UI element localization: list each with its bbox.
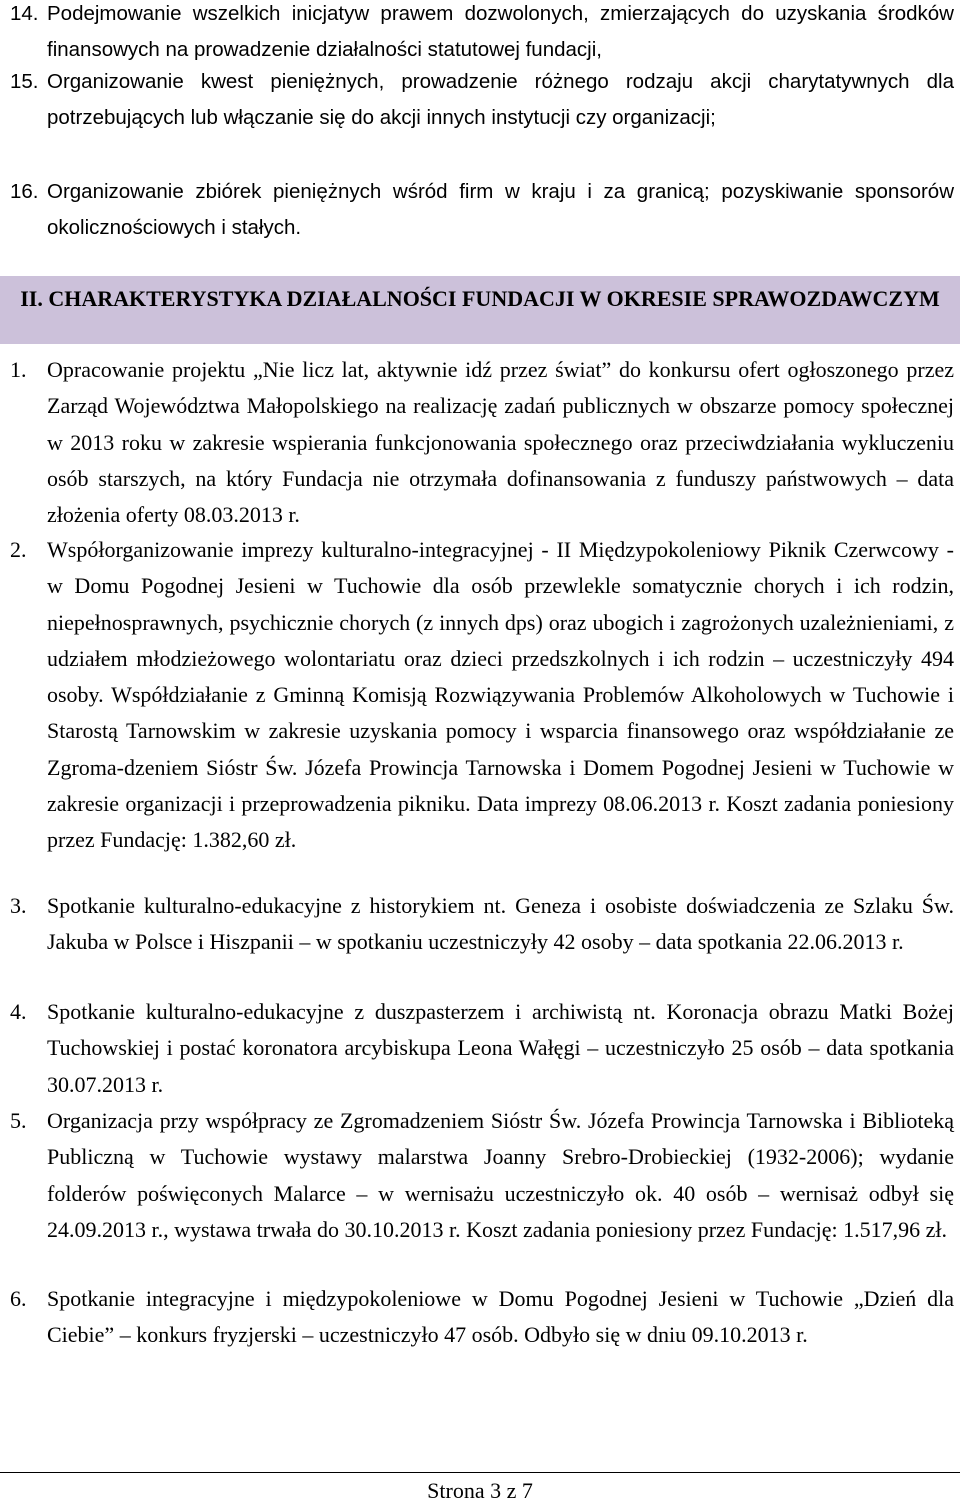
activity-item-1 — [10, 352, 954, 533]
list-text: Spotkanie integracyjne i międzypokoleniowe w Domu Pogodnej Jesieni w Tuchowie „Dzień dla Ciebie” – konkurs fryzjerski – uczestniczyło 47 osób. Odbyło się w dniu 09.10.2013 r. — [47, 1286, 954, 1348]
list-number: 16. — [10, 180, 39, 203]
activity-item-3 — [10, 888, 954, 961]
list-text: Organizowanie zbiórek pieniężnych wśród firm w kraju i za granicą; pozyskiwanie sponsorów okolicznościowych i stałych. — [47, 180, 954, 239]
list-number: 4. — [10, 999, 27, 1024]
footer-divider — [0, 1472, 960, 1473]
list-text: Organizowanie kwest pieniężnych, prowadzenie różnego rodzaju akcji charytatywnych dla potrzebujących lub włączanie się do akcji innych instytucji czy organizacji; — [47, 70, 954, 129]
list-item-15 — [10, 64, 954, 136]
list-number: 2. — [10, 537, 27, 562]
activity-item-5 — [10, 1103, 954, 1248]
list-number: 3. — [10, 893, 27, 918]
page-number: Strona 3 z 7 — [427, 1478, 533, 1503]
list-text: Organizacja przy współpracy ze Zgromadzeniem Sióstr Św. Józefa Prowincja Tarnowska i Biblioteką Publiczną w Tuchowie wystawy malarstwa Joanny Srebro-Drobieckiej (1932-2006); wydanie folderów poświęconych Malarce – w wernisażu uczestniczyło ok. 40 osób – wernisaż odbył się 24.09.2013 r., wystawa trwała do 30.10.2013 r. Koszt zadania poniesiony przez Fundację: 1.517,96 zł. — [47, 1108, 954, 1242]
list-text: Spotkanie kulturalno-edukacyjne z duszpasterzem i archiwistą nt. Koronacja obrazu Matki Bożej Tuchowskiej i postać koronatora arcybiskupa Leona Wałęgi – uczestniczyło 25 osób – data spotkania 30.07.2013 r. — [47, 999, 954, 1097]
list-item-14 — [10, 0, 954, 68]
list-item-16 — [10, 174, 954, 246]
list-number: 1. — [10, 357, 27, 382]
activity-item-6 — [10, 1281, 954, 1354]
list-text: Spotkanie kulturalno-edukacyjne z historykiem nt. Geneza i osobiste doświadczenia ze Szlaku Św. Jakuba w Polsce i Hiszpanii – w spotkaniu uczestniczyły 42 osoby – data spotkania 22.06.2013 r. — [47, 893, 954, 955]
list-text: Współorganizowanie imprezy kulturalno-integracyjnej - II Międzypokoleniowy Piknik Czerwcowy - w Domu Pogodnej Jesieni w Tuchowie dla osób przewlekle somatycznie chorych i ich rodzin, niepełnosprawnych, psychicznie chorych (z innych dps) oraz ubogich i zagrożonych uzależnieniami, z udziałem młodzieżowego wolontariatu oraz dzieci przedszkolnych i ich rodzin – uczestniczyły 494 osoby. Współdziałanie z Gminną Komisją Rozwiązywania Problemów Alkoholowych w Tuchowie i Starostą Tarnowskim w zakresie uzyskania pomocy i wsparcia finansowego oraz współdziałanie ze Zgroma-dzeniem Sióstr Św. Józefa Prowincja Tarnowska i Domem Pogodnej Jesieni w Tuchowie w zakresie organizacji i przeprowadzenia pikniku. Data imprezy 08.06.2013 r. Koszt zadania poniesiony przez Fundację: 1.382,60 zł. — [47, 537, 954, 853]
list-number: 6. — [10, 1286, 27, 1311]
list-number: 14. — [10, 2, 39, 25]
activity-item-4 — [10, 994, 954, 1103]
list-text: Podejmowanie wszelkich inicjatyw prawem dozwolonych, zmierzających do uzyskania środków finansowych na prowadzenie działalności statutowej fundacji, — [47, 2, 954, 61]
list-number: 15. — [10, 70, 39, 93]
list-text: Opracowanie projektu „Nie licz lat, aktywnie idź przez świat” do konkursu ofert ogłoszonego przez Zarząd Województwa Małopolskiego na realizację zadań publicznych w obszarze pomocy społecznej w 2013 roku w zakresie wspierania funkcjonowania społecznego oraz przeciwdziałania wykluczeniu osób starszych, na który Fundacja nie otrzymała dofinansowania z funduszy państwowych – data złożenia oferty 08.03.2013 r. — [47, 357, 954, 528]
section-heading: II. CHARAKTERYSTYKA DZIAŁALNOŚCI FUNDACJI W OKRESIE SPRAWOZDAWCZYM — [20, 286, 940, 311]
list-number: 5. — [10, 1108, 27, 1133]
activity-item-2 — [10, 532, 954, 859]
